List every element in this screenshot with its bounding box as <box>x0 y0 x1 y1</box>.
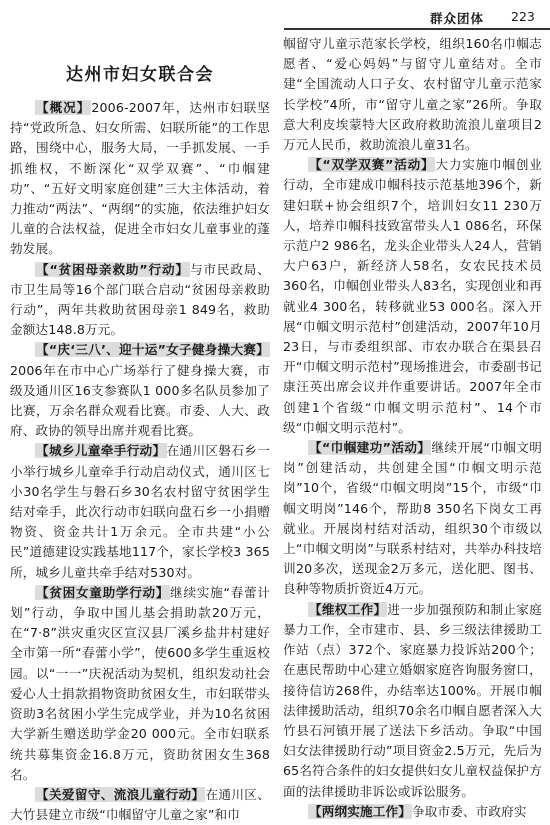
text-continued: 帼留守儿童示范家长学校，组织160名巾帼志愿者、“爱心妈妈”与留守儿童结对。全市建“全国流动人口子女、农村留守儿童示范家长学校”4所，市“留守儿童之家”26所。争取意大利皮埃蒙特大区政府救助流浪儿童项目2万元人民币，救助流浪儿童31名。 <box>283 36 542 153</box>
header-rule <box>284 28 550 30</box>
paragraph-rights-protection <box>283 600 542 802</box>
heading-girl-student-aid: 【贫困女童助学行动】 <box>36 584 170 600</box>
heading-poor-mother-aid: 【“贫困母亲救助”行动】 <box>36 261 189 277</box>
paragraph-overview <box>10 98 270 260</box>
section-name: 群众团体 <box>430 11 485 26</box>
heading-overview: 【概况】 <box>36 100 91 115</box>
paragraph-fitness-contest <box>10 340 270 441</box>
text-rights-protection: 进一步加强预防和制止家庭暴力工作，全市建市、县、乡三级法律援助工作站（点）372个、家庭暴力投诉站200个；在惠民帮助中心建立婚姻家庭咨询服务窗口，接待信访268件，办结率达100%。开展巾帼法律援助活动，组织70余名巾帼自愿者深入大竹县石河镇开展了送法下乡活动。争取“中国妇女法律援助行动”项目资金2.5万元，先后为65名符合条件的妇女提供妇女儿童权益保护方面的法律援助非诉讼或诉讼服务。 <box>283 601 542 799</box>
text-children-hand-in-hand: 在通川区磐石乡一小举行城乡儿童牵手行动启动仪式，通川区七小30名学生与磐石乡30名农村留守贫困学生结对牵手，此次行动市妇联向盘石乡一小捐赠物资、资金共计1万余元。全市共建“小公民”道德建设实践基地117个，家长学校3 365所，城乡儿童共牵手结对530对。 <box>10 443 270 580</box>
page-number: 223 <box>511 9 535 24</box>
text-girl-student-aid: 继续实施“春蕾计划”行动，争取中国儿基会捐助款20万元，在“7·8”洪灾重灾区宣汉县厂溪乡盐井村建好全市第一所“春蕾小学”，使600多学生重返校园。以“一一”庆祝活动为契机，组织发动社会爱心人士捐款捐物资助贫困女生，市妇联带头资助3名贫困小学生完成学业，并为10名贫困大学新生赠送助学金20 000元。全市妇联系统共募集资金16.8万元，资助贫困女生368名。 <box>10 584 271 782</box>
paragraph-continued <box>283 34 542 155</box>
right-column <box>283 34 542 822</box>
text-poor-mother-aid: 与市民政局、市卫生局等16个部门联合启动“贫困母亲救助行动”，两年共救助贫困母亲1 849名，救助金额达148.8万元。 <box>10 261 270 338</box>
left-column <box>10 34 270 825</box>
text-overview: 2006-2007年，达州市妇联坚持“党政所急、妇女所需、妇联所能”的工作思路，围绕中心，服务大局，一手抓发展、一手抓维权，不断深化“双学双赛”、“巾帼建功”、“五好文明家庭创建”三大主体活动，着力推动“两法”、“两纲”的实施，依法维护妇女儿童的合法权益，促进全市妇女儿童事业的蓬勃发展。 <box>10 100 270 257</box>
text-double-learn: 大力实施巾帼创业行动，全市建成巾帼科技示范基地396个，新建妇联+协会组织7个，培训妇女11 230万人，培养巾帼科技致富带头人1 086名，环保示范户2 986名，龙头企业带头人24人，营销大户63户，新经济人58名，女农民技术员360名，巾帼创业带头人83名，实现创业和再就业4 300名，转移就业53 000名。深入开展“巾帼文明示范村”创建活动，2007年10月23日，与市委组织部、市农办联合在渠县召开“巾帼文明示范村”现场推进会，市委副书记康汪英出席会议并作重要讲话。2007年全市创建1个省级“巾帼文明示范村”、14个市级“巾帼文明示范村”。 <box>283 157 542 435</box>
paragraph-poor-mother-aid <box>10 260 270 341</box>
text-left-behind-children: 在通川区、大竹县建立市级“巾帼留守儿童之家”和巾 <box>10 786 271 823</box>
heading-children-hand-in-hand: 【城乡儿童牵手行动】 <box>36 443 166 459</box>
paragraph-children-hand-in-hand <box>10 441 270 582</box>
heading-two-outlines: 【两纲实施工作】 <box>309 803 411 819</box>
heading-double-learn: 【“双学双赛”活动】 <box>309 157 435 173</box>
heading-left-behind-children: 【关爱留守、流浪儿童行动】 <box>36 786 205 802</box>
paragraph-double-learn <box>283 155 542 438</box>
heading-fitness-contest: 【“庆‘三八’、迎十运”女子健身操大赛】 <box>36 342 269 358</box>
paragraph-left-behind-children <box>10 785 270 825</box>
article-title: 达州市妇女联合会 <box>66 65 214 85</box>
paragraph-contribution <box>283 438 542 600</box>
heading-contribution: 【“巾帼建功”活动】 <box>309 440 431 456</box>
text-two-outlines: 争取市委、市政府实 <box>411 803 527 819</box>
paragraph-girl-student-aid <box>10 583 270 785</box>
paragraph-two-outlines <box>283 802 542 822</box>
heading-rights-protection: 【维权工作】 <box>309 601 387 617</box>
text-fitness-contest: 2006年在市中心广场举行了健身操大赛，市级及通川区16支参赛队1 000多名队员参加了比赛，万余名群众观看比赛。市委、人大、政府、政协的领导出席并观看比赛。 <box>10 362 270 439</box>
text-contribution: 继续开展“巾帼文明岗”创建活动，共创建全国“巾帼文明示范岗”10个，省级“巾帼文明岗”15个，市级“巾帼文明岗”146个，帮助8 350名下岗女工再就业。开展岗村结对活动，组织30个市级以上“巾帼文明岗”与联系村结对，共举办科技培训20多次，送现金2万多元，送化肥、图书、良种等物质折资近4万元。 <box>283 440 542 597</box>
